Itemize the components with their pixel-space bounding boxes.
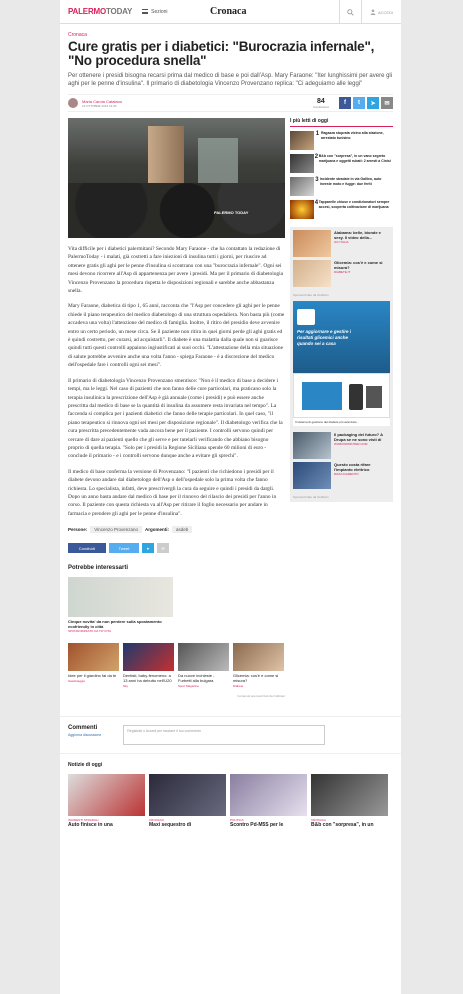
news-category: CRONACA	[311, 818, 327, 823]
sidebar-title: I più letti di oggi	[290, 118, 393, 127]
popular-item[interactable]	[290, 177, 393, 196]
news-today	[60, 753, 401, 836]
recommended-item[interactable]	[233, 643, 284, 688]
publish-date: 19 OTTOBRE 2016 16:30	[82, 103, 117, 108]
popular-title: Tapparelle chiuse e condizionatori sempre accesi, scoperta coltivazione di marijuana	[318, 200, 390, 209]
sponsored-title: Questo costa rifare l'impianto elettrico	[334, 462, 371, 472]
user-icon	[370, 9, 376, 15]
news-card[interactable]	[149, 774, 226, 828]
ad-banner[interactable]	[293, 301, 390, 373]
news-card[interactable]	[311, 774, 388, 828]
bottom-share-row	[68, 543, 285, 553]
article-paragraph: Mary Faraone, diabetica di tipo 1, 65 anni, racconta che "l'Asp per concedere gli aghi per le penne chiede il piano terapeutico del medico diabetologo di una struttura ospedaliera. Non basta più (come accadeva una volta) l'attenzione del medico di famiglia. Inoltre, il ritiro del presidio deve avvenire entro un certo periodo, un mese circa. Se il paziente non ritira in quei giorni perde gli aghi gratis ed è quindi costretto, per curarsi, ad acquistarli". Il diabete è una malattia dalla quale non si guarisce quindi tutti questi controlli appaiono ingiustificati ai suoi occhi. "L'attestazione della mia situazione di salute potrebbe avvenire anche una volta l'anno - spiega Faraone - è a discrezione del medico dell'ospedale fare i controlli ogni sei mesi".	[68, 303, 285, 369]
facebook-share-button[interactable]	[339, 97, 351, 109]
ad-banner-text: Per aggiornare e gestire i risultati glicemici anche quando sei a casa	[297, 329, 352, 346]
news-category: POLITICA	[230, 818, 244, 823]
recommended-big-image[interactable]	[68, 577, 173, 617]
sponsored-source: RIFACCIAMENTO	[334, 472, 359, 476]
email-share-button[interactable]	[381, 97, 393, 109]
recommended-item-source: Sky	[123, 684, 129, 689]
popular-title: B&b con "sorpresa", in un vano segreto marijuana e oggetti rubati: 2 arresti a Cinisi	[318, 154, 391, 163]
login-button[interactable]	[361, 0, 401, 24]
sponsored-source: WORKINPRINTER.COM	[334, 442, 368, 446]
recommended-title: Potrebbe interessarti	[68, 565, 129, 572]
recommended-item-source: Diabete	[233, 684, 244, 689]
outbrain-credit[interactable]: Sponsorizzato da Outbrain	[293, 293, 329, 297]
popular-rank: 1	[315, 131, 320, 137]
byline	[68, 94, 393, 112]
page	[60, 0, 401, 994]
sponsored-source: DIABETE.IT	[334, 270, 351, 274]
recommended-item-title: Idee per il giardino fai da te	[68, 673, 117, 679]
search-icon	[347, 9, 354, 16]
sections-label: Sezioni	[151, 8, 168, 15]
site-logo[interactable]: PALERMOTODAY	[68, 7, 133, 16]
people-label: Persone:	[68, 527, 88, 533]
people-tag[interactable]: Vincenzo Provenzano	[90, 526, 142, 533]
twitter-share-label: Tweet	[118, 545, 130, 551]
article-paragraph: Il medico di base conferma la versione di Provenzano: "I pazienti che richiedono i presidi per il diabete devono andare dal diabetologo dell'Asp o dell'ospedale solo la prima volta che fanno richiesta. Lo specialista, infatti, deve prescrivergli la cura da seguire e quindi i presidi da dargli. Dopo un anno basta andare dal medico di base per il rinnovo del rilascio dei presidi per l'anno in corso. Il paziente con questa richiesta va all'Asp per ritirare il foglio necessario per andare in farmacia e prendere gli aghi per le penne d'insulina".	[68, 468, 277, 517]
article-main	[68, 118, 285, 698]
facebook-share-label: Condividi	[78, 545, 96, 551]
popular-item[interactable]	[290, 131, 393, 150]
telegram-icon: ➤	[146, 545, 150, 551]
article-title: Cure gratis per i diabetici: "Burocrazia infernale", "No procedura snella"	[68, 39, 375, 68]
refresh-comments-link[interactable]: Aggiorna discussione	[68, 733, 102, 738]
popular-title: Ragazza stuprata vicino alla stazione, arrestato tunisino	[320, 131, 384, 140]
topic-tag[interactable]: asdeb	[172, 526, 192, 533]
recommended-big-source: SPONSORIZZATO DA TOYOTA	[68, 629, 112, 634]
telegram-icon: ➤	[370, 100, 376, 107]
news-card[interactable]	[68, 774, 145, 828]
ad-banner-caption: Il sistema di gestione del diabete più avanzato...	[293, 418, 390, 426]
photo-watermark: PALERMO TODAY	[214, 210, 249, 215]
share-count-label: Condivisioni	[312, 104, 329, 109]
popular-rank: 3	[315, 177, 319, 183]
recommended-item[interactable]	[178, 643, 229, 688]
mail-icon: ✉	[384, 100, 390, 107]
sponsored-box	[290, 227, 393, 502]
share-count: 84	[317, 97, 325, 105]
mail-icon: ✉	[161, 545, 165, 551]
popular-item[interactable]	[290, 200, 393, 219]
popular-rank: 2	[314, 154, 319, 160]
telegram-share-button[interactable]	[367, 97, 379, 109]
article-paragraph: Vita difficile per i diabetici palermitani? Secondo Mary Faraone - che ha contattato la redazione di PalermoToday - i malati, già costretti a fare iniezioni di insulina tutti i giorni, per riuscire ad ottenere gratis gli aghi per le penne d'insulina si scontrano con una "burocrazia infernale". Ogni sei mesi devono ricorrere all'Asp di appartenenza per avere i presidi. Ma per il primario di diabetologia Vincenzo Provenzano la procedura rispetta le disposizioni regionali e sarebbe anche abbastanza snella.	[68, 246, 284, 295]
recommended-item[interactable]	[68, 643, 119, 688]
news-title: Auto finisce in una	[68, 822, 113, 829]
recommended-item-title: Glicemia: cos'è e come si misura?	[233, 673, 279, 684]
popular-rank: 4	[314, 200, 319, 206]
sponsored-title: Alabama: belle, bionde e sexy. Il video della...	[334, 230, 381, 240]
sponsored-item[interactable]	[293, 230, 390, 257]
section-title: Cronaca	[210, 6, 247, 17]
top-bar	[60, 0, 401, 24]
recommended-item-source: Giardinaggio	[68, 679, 86, 684]
sponsored-item[interactable]	[293, 462, 390, 489]
news-card[interactable]	[230, 774, 307, 828]
recommended-item[interactable]	[123, 643, 174, 688]
author-avatar[interactable]	[68, 98, 78, 108]
sidebar	[290, 118, 393, 698]
sponsored-title: Glicemia: cos'è e come si misura?	[334, 260, 383, 270]
twitter-share-bottom-button[interactable]	[109, 543, 139, 553]
hamburger-icon	[142, 9, 148, 14]
article-category[interactable]: Cronaca	[68, 32, 87, 38]
author-name[interactable]: Maria Carola Catalano	[82, 98, 123, 104]
comments-section	[60, 716, 401, 753]
article-body	[68, 245, 285, 518]
comments-title: Commenti	[68, 725, 98, 732]
recommended-item-title: Da nuove inchieste - Furbetti alla bulgara	[178, 673, 215, 684]
login-label: ACCEDI	[377, 9, 394, 15]
outbrain-credit[interactable]: Contenuti sponsorizzati da Outbrain	[237, 694, 285, 699]
ad-banner-devices[interactable]	[293, 373, 390, 418]
popular-title: Incidente stradale in via Galileo, auto investe moto e fugge: due feriti	[319, 177, 382, 186]
article-paragraph: Il primario di diabetologia Vincenzo Provenzano smentisce: "Non è il medico di base a decidere i tempi, ma le leggi. Nel caso di pazienti che non fanno delle cure particolari, ma praticano solo la terapia insulinica la prescrizione dell'Asp è già annuale (come i presidi) e può essere anche prescritta dal medico di base se la quantità di insulina da assumere resta invariata nel tempo". La faccenda si complica per i pazienti diabetici che fanno delle terapie particolari. In quel caso, "il piano terapeutico si rinnova ogni sei mesi per disposizione regionale". Il diabetologo verifica che la cura prescritta precedentemente vada ancora bene per il paziente. I controlli servono quindi per cercare di dare ai pazienti quello che gli serve e per tutelarli verificando che abbiano bisogno proprio di quella terapia. "Solo per i presidi la Regione Siciliana spende 60 milioni di euro - conclude il primario - e i controlli servono dunque anche a evitare gli sprechi".	[68, 377, 283, 460]
topics-label: Argomenti:	[144, 527, 169, 533]
popular-item[interactable]	[290, 154, 393, 173]
news-title: Scontro Pd-M5S per le	[230, 822, 284, 829]
sponsored-item[interactable]	[293, 260, 390, 287]
email-share-bottom-button[interactable]	[157, 543, 169, 553]
article-tags	[68, 526, 285, 533]
share-counter	[313, 98, 329, 109]
news-category: CRONACA	[149, 818, 165, 823]
news-title: Maxi sequestro di	[149, 822, 192, 829]
sections-menu[interactable]	[142, 9, 167, 15]
comment-input[interactable]: Registrati o Accedi per lasciare il tuo commento	[123, 725, 325, 745]
telegram-share-bottom-button[interactable]	[142, 543, 154, 553]
recommended-big-title[interactable]: Cinque novita' da non perdere sulla spostamento ecofriendly in città	[68, 619, 162, 630]
recommended-grid	[68, 643, 285, 688]
recommended-item-source: Sport Magazine	[178, 684, 200, 689]
article-summary: Per ottenere i presidi bisogna recarsi prima dal medico di base e poi dall'Asp. Mary Faraone: "Iter lunghissimi per avere gli aghi per le penne d'insulina". Il primario di diabetologia Vincenzo Provenzano replica: "Ci adeguiamo alle leggi"	[68, 73, 393, 87]
recommended-item-title: Dentisti, baby-fenomeno: a 13 anni ha debutto nell'U20	[123, 673, 172, 684]
twitter-share-button[interactable]	[353, 97, 365, 109]
facebook-icon: f	[344, 100, 346, 106]
news-today-title: Notizie di oggi	[68, 762, 103, 769]
news-title: B&b con "sorpresa", in un	[311, 822, 374, 829]
news-category: INCIDENTI STRADALI	[68, 818, 99, 823]
outbrain-credit[interactable]: Sponsorizzato da Outbrain	[293, 495, 329, 499]
search-button[interactable]	[339, 0, 361, 24]
sponsored-source: GO ITALIA	[334, 240, 349, 244]
article-photo[interactable]	[68, 118, 285, 238]
sponsored-item[interactable]	[293, 432, 390, 459]
facebook-share-bottom-button[interactable]	[68, 543, 106, 553]
twitter-icon: t	[358, 100, 360, 106]
sponsored-title: Il packaging del futuro? A Drupa se ne sono visti di	[334, 432, 383, 442]
